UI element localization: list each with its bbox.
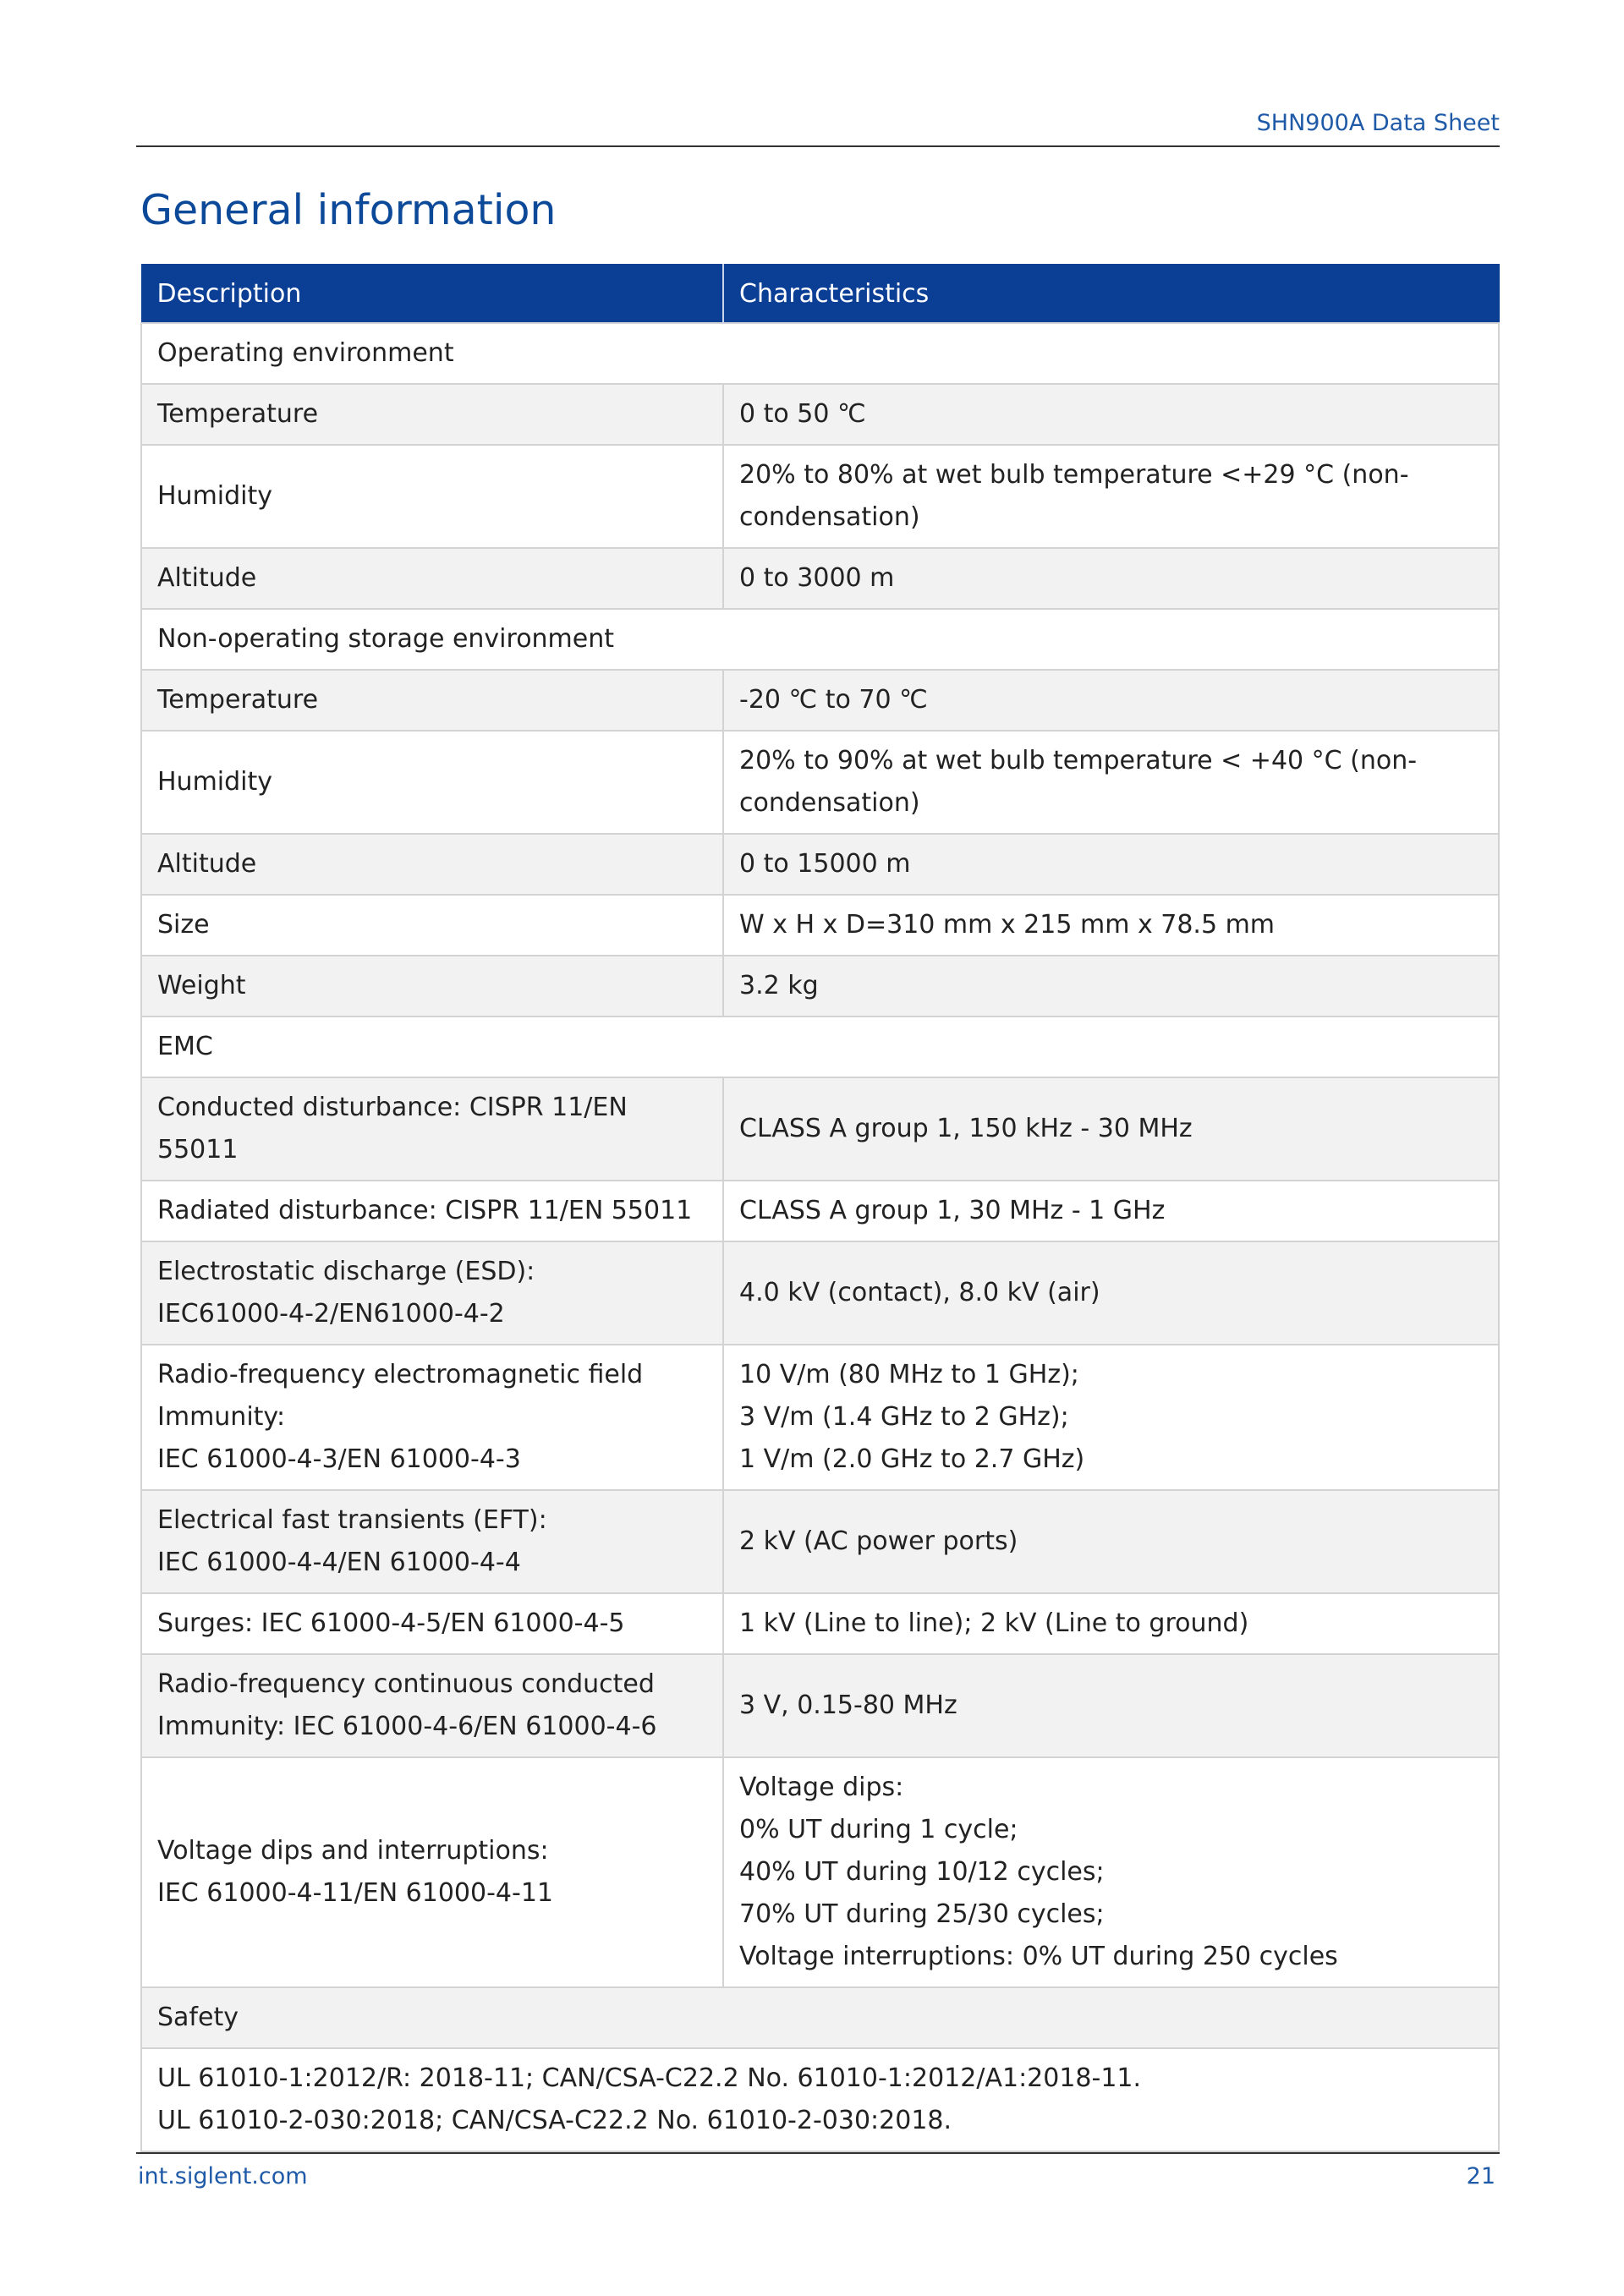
footer-page-number: 21 xyxy=(1466,2163,1495,2189)
text-line: IEC61000-4-2/EN61000-4-2 xyxy=(157,1299,505,1329)
text-line: Temperature xyxy=(157,399,319,429)
text-line: Humidity xyxy=(157,481,273,511)
description-cell xyxy=(141,1077,723,1181)
table-row xyxy=(141,1241,1499,1345)
characteristics-cell xyxy=(723,834,1499,895)
section-row xyxy=(141,1987,1499,2048)
characteristics-cell xyxy=(723,1077,1499,1181)
text-line: IEC 61000-4-11/EN 61000-4-11 xyxy=(157,1878,554,1908)
description-cell xyxy=(141,384,723,445)
text-line: Size xyxy=(157,910,210,940)
table-row xyxy=(141,834,1499,895)
characteristics-cell xyxy=(723,1181,1499,1241)
text-line: 4.0 kV (contact), 8.0 kV (air) xyxy=(739,1278,1100,1307)
characteristics-cell xyxy=(723,384,1499,445)
section-row xyxy=(141,609,1499,670)
description-cell xyxy=(141,670,723,731)
characteristics-cell xyxy=(723,895,1499,956)
text-line: Altitude xyxy=(157,849,257,879)
text-line: Radio-frequency electromagnetic field xyxy=(157,1360,644,1389)
description-cell xyxy=(141,1757,723,1987)
text-line: 2 kV (AC power ports) xyxy=(739,1526,1018,1556)
text-line: Conducted disturbance: CISPR 11/EN 55011 xyxy=(157,1093,628,1164)
characteristics-cell xyxy=(723,548,1499,609)
page-title: General information xyxy=(140,186,557,234)
text-line: UL 61010-1:2012/R: 2018-11; CAN/CSA-C22.2 No. 61010-1:2012/A1:2018-11. xyxy=(157,2063,1142,2093)
text-line: 3 V/m (1.4 GHz to 2 GHz); xyxy=(739,1402,1069,1432)
footer-rule xyxy=(136,2152,1500,2154)
table-header-row xyxy=(141,265,1499,324)
section-text-row xyxy=(141,2048,1499,2151)
characteristics-cell xyxy=(723,956,1499,1016)
text-line: Immunity: xyxy=(157,1402,286,1432)
table-row xyxy=(141,670,1499,731)
description-cell xyxy=(141,1654,723,1757)
table-row xyxy=(141,445,1499,548)
description-cell xyxy=(141,445,723,548)
section-title: Safety xyxy=(141,1987,1499,2048)
text-line: condensation) xyxy=(739,788,920,818)
table-row xyxy=(141,1654,1499,1757)
text-line: Radio-frequency continuous conducted xyxy=(157,1669,655,1699)
description-cell xyxy=(141,834,723,895)
text-line: CLASS A group 1, 150 kHz - 30 MHz xyxy=(739,1114,1193,1143)
section-title: Non-operating storage environment xyxy=(141,609,1499,670)
text-line: 1 kV (Line to line); 2 kV (Line to ground) xyxy=(739,1608,1249,1638)
characteristics-cell xyxy=(723,445,1499,548)
section-text xyxy=(141,2048,1499,2151)
text-line: 70% UT during 25/30 cycles; xyxy=(739,1899,1105,1929)
characteristics-cell xyxy=(723,1345,1499,1490)
footer-website: int.siglent.com xyxy=(138,2163,308,2189)
description-cell xyxy=(141,1593,723,1654)
text-line: 10 V/m (80 MHz to 1 GHz); xyxy=(739,1360,1079,1389)
characteristics-cell xyxy=(723,1654,1499,1757)
text-line: Radiated disturbance: CISPR 11/EN 55011 xyxy=(157,1196,693,1225)
characteristics-cell xyxy=(723,1593,1499,1654)
text-line: 0 to 50 ℃ xyxy=(739,399,866,429)
text-line: 1 V/m (2.0 GHz to 2.7 GHz) xyxy=(739,1444,1085,1474)
text-line: Voltage dips: xyxy=(739,1773,904,1802)
characteristics-cell xyxy=(723,670,1499,731)
text-line: Electrical fast transients (EFT): xyxy=(157,1505,547,1535)
characteristics-cell xyxy=(723,1757,1499,1987)
text-line: 20% to 90% at wet bulb temperature < +40 °C (non- xyxy=(739,746,1418,775)
text-line: Immunity: IEC 61000-4-6/EN 61000-4-6 xyxy=(157,1712,657,1741)
section-row xyxy=(141,323,1499,384)
table-row xyxy=(141,384,1499,445)
text-line: Weight xyxy=(157,971,246,1000)
description-cell xyxy=(141,548,723,609)
table-row xyxy=(141,1181,1499,1241)
text-line: 0 to 3000 m xyxy=(739,563,895,593)
description-cell xyxy=(141,1345,723,1490)
text-line: CLASS A group 1, 30 MHz - 1 GHz xyxy=(739,1196,1166,1225)
table-row xyxy=(141,1490,1499,1593)
description-cell xyxy=(141,1490,723,1593)
table-row xyxy=(141,1593,1499,1654)
description-cell xyxy=(141,1181,723,1241)
text-line: Voltage dips and interruptions: xyxy=(157,1836,549,1866)
table-row xyxy=(141,895,1499,956)
text-line: UL 61010-2-030:2018; CAN/CSA-C22.2 No. 61010-2-030:2018. xyxy=(157,2106,952,2135)
characteristics-cell xyxy=(723,1241,1499,1345)
characteristics-cell xyxy=(723,1490,1499,1593)
description-cell xyxy=(141,956,723,1016)
section-title: EMC xyxy=(141,1016,1499,1077)
text-line: Voltage interruptions: 0% UT during 250 cycles xyxy=(739,1942,1338,1971)
text-line: 3 V, 0.15-80 MHz xyxy=(739,1690,957,1720)
text-line: 0 to 15000 m xyxy=(739,849,911,879)
section-title: Operating environment xyxy=(141,323,1499,384)
table-row xyxy=(141,548,1499,609)
text-line: 40% UT during 10/12 cycles; xyxy=(739,1857,1105,1887)
table-row xyxy=(141,956,1499,1016)
text-line: 20% to 80% at wet bulb temperature <+29 °C (non- xyxy=(739,460,1409,490)
section-row xyxy=(141,1016,1499,1077)
text-line: condensation) xyxy=(739,502,920,532)
header-doc-title: SHN900A Data Sheet xyxy=(1256,110,1500,136)
text-line: IEC 61000-4-4/EN 61000-4-4 xyxy=(157,1548,521,1577)
header-description: Description xyxy=(141,265,723,324)
text-line: IEC 61000-4-3/EN 61000-4-3 xyxy=(157,1444,521,1474)
text-line: 3.2 kg xyxy=(739,971,819,1000)
spec-table-body xyxy=(141,323,1499,2151)
characteristics-cell xyxy=(723,731,1499,834)
description-cell xyxy=(141,731,723,834)
header-rule xyxy=(136,145,1500,147)
table-row xyxy=(141,1757,1499,1987)
header-characteristics: Characteristics xyxy=(723,265,1499,324)
description-cell xyxy=(141,895,723,956)
text-line: Temperature xyxy=(157,685,319,715)
text-line: Altitude xyxy=(157,563,257,593)
table-row xyxy=(141,1077,1499,1181)
text-line: W x H x D=310 mm x 215 mm x 78.5 mm xyxy=(739,910,1276,940)
spec-table xyxy=(140,264,1500,2152)
text-line: Electrostatic discharge (ESD): xyxy=(157,1257,535,1286)
text-line: Humidity xyxy=(157,767,273,797)
table-row xyxy=(141,731,1499,834)
table-row xyxy=(141,1345,1499,1490)
text-line: 0% UT during 1 cycle; xyxy=(739,1815,1018,1844)
text-line: Surges: IEC 61000-4-5/EN 61000-4-5 xyxy=(157,1608,625,1638)
description-cell xyxy=(141,1241,723,1345)
text-line: -20 ℃ to 70 ℃ xyxy=(739,685,928,715)
